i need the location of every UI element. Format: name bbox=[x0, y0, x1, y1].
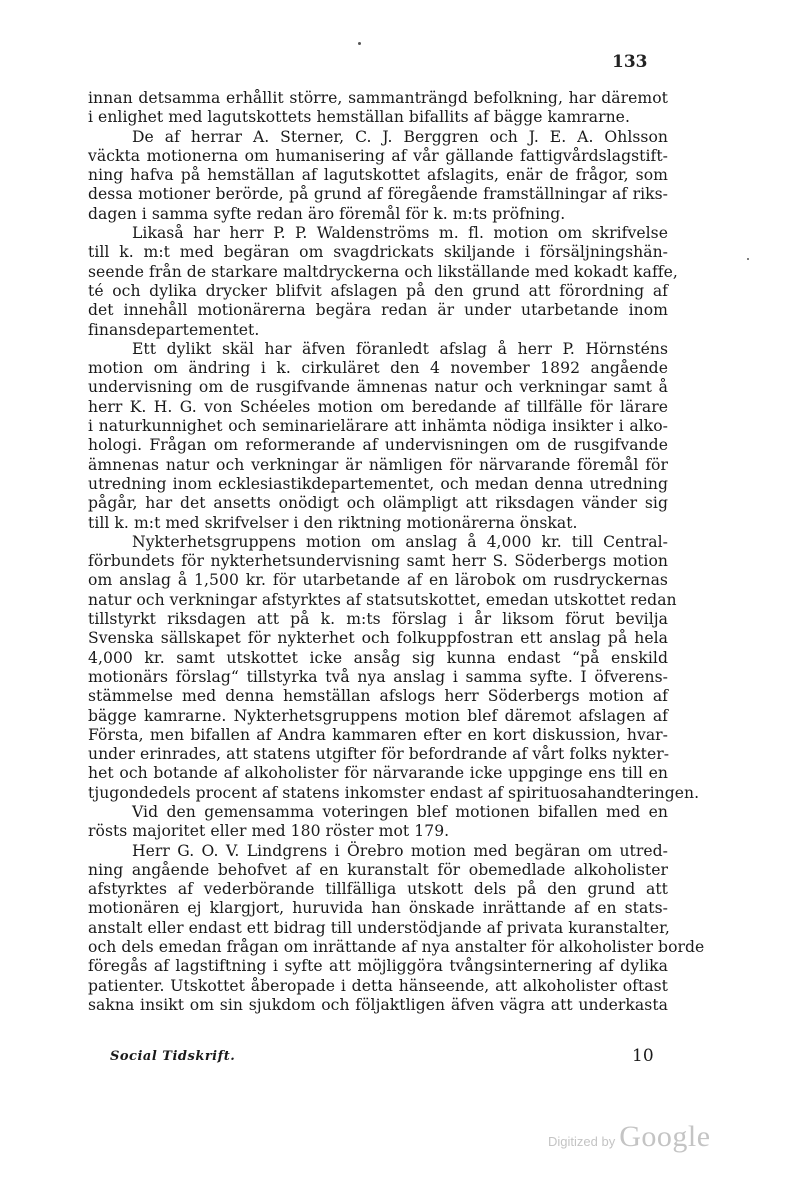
text-line: undervisning om de rusgifvande ämnenas natur och verkningar samt å bbox=[88, 378, 668, 397]
text-line: under erinrades, att statens utgifter för befordrande af vårt folks nykter- bbox=[88, 745, 670, 764]
text-line: bägge kamrarne. Nykterhetsgruppens motion blef däremot afslagen af bbox=[88, 706, 668, 725]
journal-footer: Social Tidskrift. bbox=[110, 1049, 236, 1064]
text-line: förbundets för nykterhetsundervisning samt herr S. Söderbergs motion bbox=[88, 552, 668, 571]
text-line: seende från de starkare maltdryckerna och likställande med kokadt kaffe, bbox=[88, 262, 678, 281]
watermark-prefix: Digitized by bbox=[548, 1134, 616, 1149]
text-line: och dels emedan frågan om inrättande af nya anstalter för alkoholister borde bbox=[88, 938, 705, 957]
text-line: dagen i samma syfte redan äro föremål för k. m:ts pröfning. bbox=[88, 204, 566, 223]
text-line: om anslag å 1,500 kr. för utarbetande af en lärobok om rusdryckernas bbox=[88, 571, 668, 590]
text-line: rösts majoritet eller med 180 röster mot 179. bbox=[88, 822, 450, 841]
text-line: sakna insikt om sin sjukdom och följaktligen äfven vägra att underkasta bbox=[88, 995, 668, 1014]
text-line: Första, men bifallen af Andra kammaren efter en kort diskussion, hvar- bbox=[88, 725, 668, 744]
text-line: föregås af lagstiftning i syfte att möjliggöra tvångsinternering af dylika bbox=[88, 957, 668, 976]
text-line: Svenska sällskapet för nykterhet och folkuppfostran ett anslag på hela bbox=[88, 629, 668, 648]
text-line: anstalt eller endast ett bidrag till understödjande af privata kuranstalter, bbox=[88, 918, 670, 937]
text-line: ämnenas natur och verkningar är nämligen för närvarande föremål för bbox=[88, 455, 668, 474]
text-line: Likaså har herr P. P. Waldenströms m. fl. motion om skrifvelse bbox=[132, 224, 668, 243]
digitized-watermark bbox=[548, 1120, 711, 1154]
ink-speck bbox=[358, 42, 361, 45]
text-line: det innehåll motionärerna begära redan är under utarbetande inom bbox=[88, 301, 668, 320]
text-line: motionären ej klargjort, huruvida han önskade inrättande af en stats- bbox=[88, 899, 668, 918]
text-line: i enlighet med lagutskottets hemställan bifallits af bägge kamrarne. bbox=[88, 108, 630, 127]
text-line: stämmelse med denna hemställan afslogs herr Söderbergs motion af bbox=[88, 687, 668, 706]
text-line: motionärs förslag“ tillstyrka två nya anslag i samma syfte. I öfverens- bbox=[88, 667, 668, 686]
text-line: tjugondedels procent af statens inkomster endast af spirituosahandteringen. bbox=[88, 783, 700, 802]
text-line: innan detsamma erhållit större, sammanträngd befolkning, har däremot bbox=[88, 89, 668, 107]
text-line: dessa motioner berörde, på grund af föregående framställningar af riks- bbox=[88, 185, 668, 204]
text-line: ning angående behofvet af en kuranstalt för obemedlade alkoholister bbox=[88, 860, 668, 879]
text-line: Nykterhetsgruppens motion om anslag å 4,000 kr. till Central- bbox=[132, 532, 668, 551]
body-text bbox=[88, 89, 705, 1015]
text-line: i naturkunnighet och seminarielärare att inhämta nödiga insikter i alko- bbox=[88, 417, 668, 436]
google-logo: Google bbox=[619, 1120, 711, 1153]
text-line: natur och verkningar afstyrktes af statsutskottet, emedan utskottet redan bbox=[88, 590, 677, 609]
text-line: pågår, har det ansetts onödigt och olämpligt att riksdagen vänder sig bbox=[88, 494, 668, 513]
text-line: finansdepartementet. bbox=[88, 320, 260, 339]
text-line: afstyrktes af vederbörande tillfälliga utskott dels på den grund att bbox=[88, 880, 668, 899]
text-line: patienter. Utskottet åberopade i detta hänseende, att alkoholister oftast bbox=[88, 976, 668, 995]
text-line: hologi. Frågan om reformerande af undervisningen om de rusgifvande bbox=[88, 436, 668, 455]
text-line: Vid den gemensamma voteringen blef motionen bifallen med en bbox=[132, 802, 668, 821]
text-line: Herr G. O. V. Lindgrens i Örebro motion med begäran om utred- bbox=[132, 841, 668, 860]
text-line: De af herrar A. Sterner, C. J. Berggren och J. E. A. Ohlsson bbox=[132, 127, 668, 146]
text-line: till k. m:t med begäran om svagdrickats skiljande i försäljningshän- bbox=[88, 243, 668, 262]
text-line: utredning inom ecklesiastikdepartementet, och medan denna utredning bbox=[88, 474, 668, 493]
page-number: 133 bbox=[612, 52, 648, 72]
text-line: té och dylika drycker blifvit afslagen på den grund att förordning af bbox=[88, 281, 668, 300]
text-line: het och botande af alkoholister för närvarande icke uppginge ens till en bbox=[88, 764, 668, 783]
text-line: till k. m:t med skrifvelser i den riktning motionärerna önskat. bbox=[88, 513, 578, 532]
text-line: 4,000 kr. samt utskottet icke ansåg sig kunna endast “på enskild bbox=[88, 648, 668, 667]
text-line: tillstyrkt riksdagen att på k. m:ts förslag i år liksom förut bevilja bbox=[88, 610, 668, 629]
text-line: väckta motionerna om humanisering af vår gällande fattigvårdslagstift- bbox=[88, 146, 668, 165]
text-line: ning hafva på hemställan af lagutskottet afslagits, enär de frågor, som bbox=[88, 166, 668, 185]
ink-speck bbox=[747, 258, 749, 260]
text-line: herr K. H. G. von Schéeles motion om beredande af tillfälle för lärare bbox=[88, 397, 668, 416]
text-line: motion om ändring i k. cirkuläret den 4 november 1892 angående bbox=[88, 359, 668, 378]
text-line: Ett dylikt skäl har äfven föranledt afslag å herr P. Hörnsténs bbox=[132, 339, 668, 358]
sheet-number: 10 bbox=[632, 1046, 654, 1066]
